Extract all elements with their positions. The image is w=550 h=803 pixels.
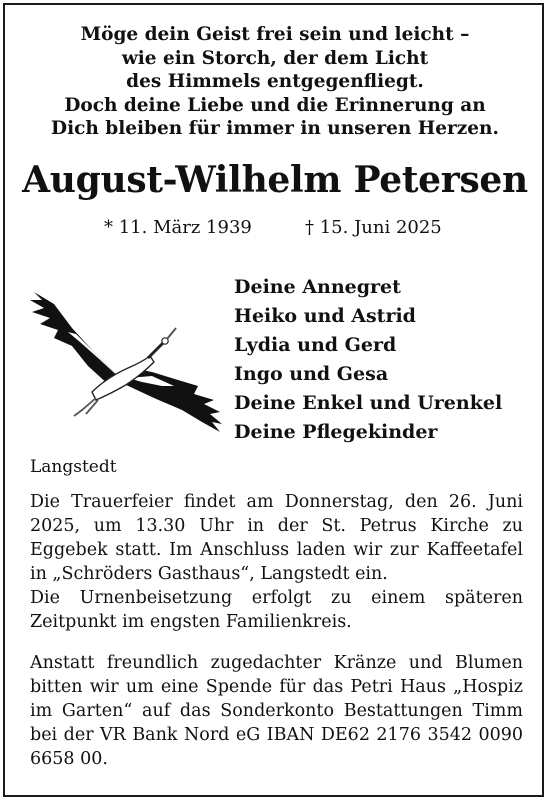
funeral-service-text: Die Trauerfeier findet am Donnerstag, den 26. Juni 2025, um 13.30 Uhr in der St. Petrus Kirche zu Eggebek statt. Im Anschluss laden wir zur Kaffeetafel in „Schröders Gasthaus“, Langstedt ein.	[30, 492, 523, 584]
family-list	[234, 273, 502, 447]
deceased-name: August-Wilhelm Petersen	[22, 159, 528, 201]
family-member: Ingo und Gesa	[234, 363, 389, 385]
urn-burial-text: Die Urnenbeisetzung erfolgt zu einem späteren Zeitpunkt im engsten Familienkreis.	[30, 588, 523, 632]
funeral-details	[30, 490, 523, 634]
poem-line: Möge dein Geist frei sein und leicht –	[80, 24, 470, 45]
death-date: † 15. Juni 2025	[305, 217, 442, 238]
family-member: Deine Pflegekinder	[234, 421, 438, 443]
donation-text	[30, 651, 523, 771]
family-member: Deine Annegret	[234, 276, 401, 298]
poem	[0, 23, 550, 141]
poem-line: Dich bleiben für immer in unseren Herzen.	[51, 118, 499, 139]
family-member: Lydia und Gerd	[234, 334, 397, 356]
family-member: Deine Enkel und Urenkel	[234, 392, 503, 414]
place-name: Langstedt	[30, 457, 117, 477]
birth-date: * 11. März 1939	[104, 217, 252, 238]
donation-paragraph: Anstatt freundlich zugedachter Kränze und Blumen bitten wir um eine Spende für das Petri Haus „Hospiz im Garten“ auf das Sonderkonto Bestattungen Timm bei der VR Bank Nord eG IBAN DE62 2176 3542 0090 6658 00.	[30, 653, 523, 769]
poem-line: Doch deine Liebe und die Erinnerung an	[64, 94, 486, 116]
stork-icon	[24, 282, 224, 437]
family-member: Heiko und Astrid	[234, 305, 416, 327]
poem-line: wie ein Storch, der dem Licht	[121, 47, 429, 69]
poem-line: des Himmels entgegenfliegt.	[126, 71, 424, 92]
